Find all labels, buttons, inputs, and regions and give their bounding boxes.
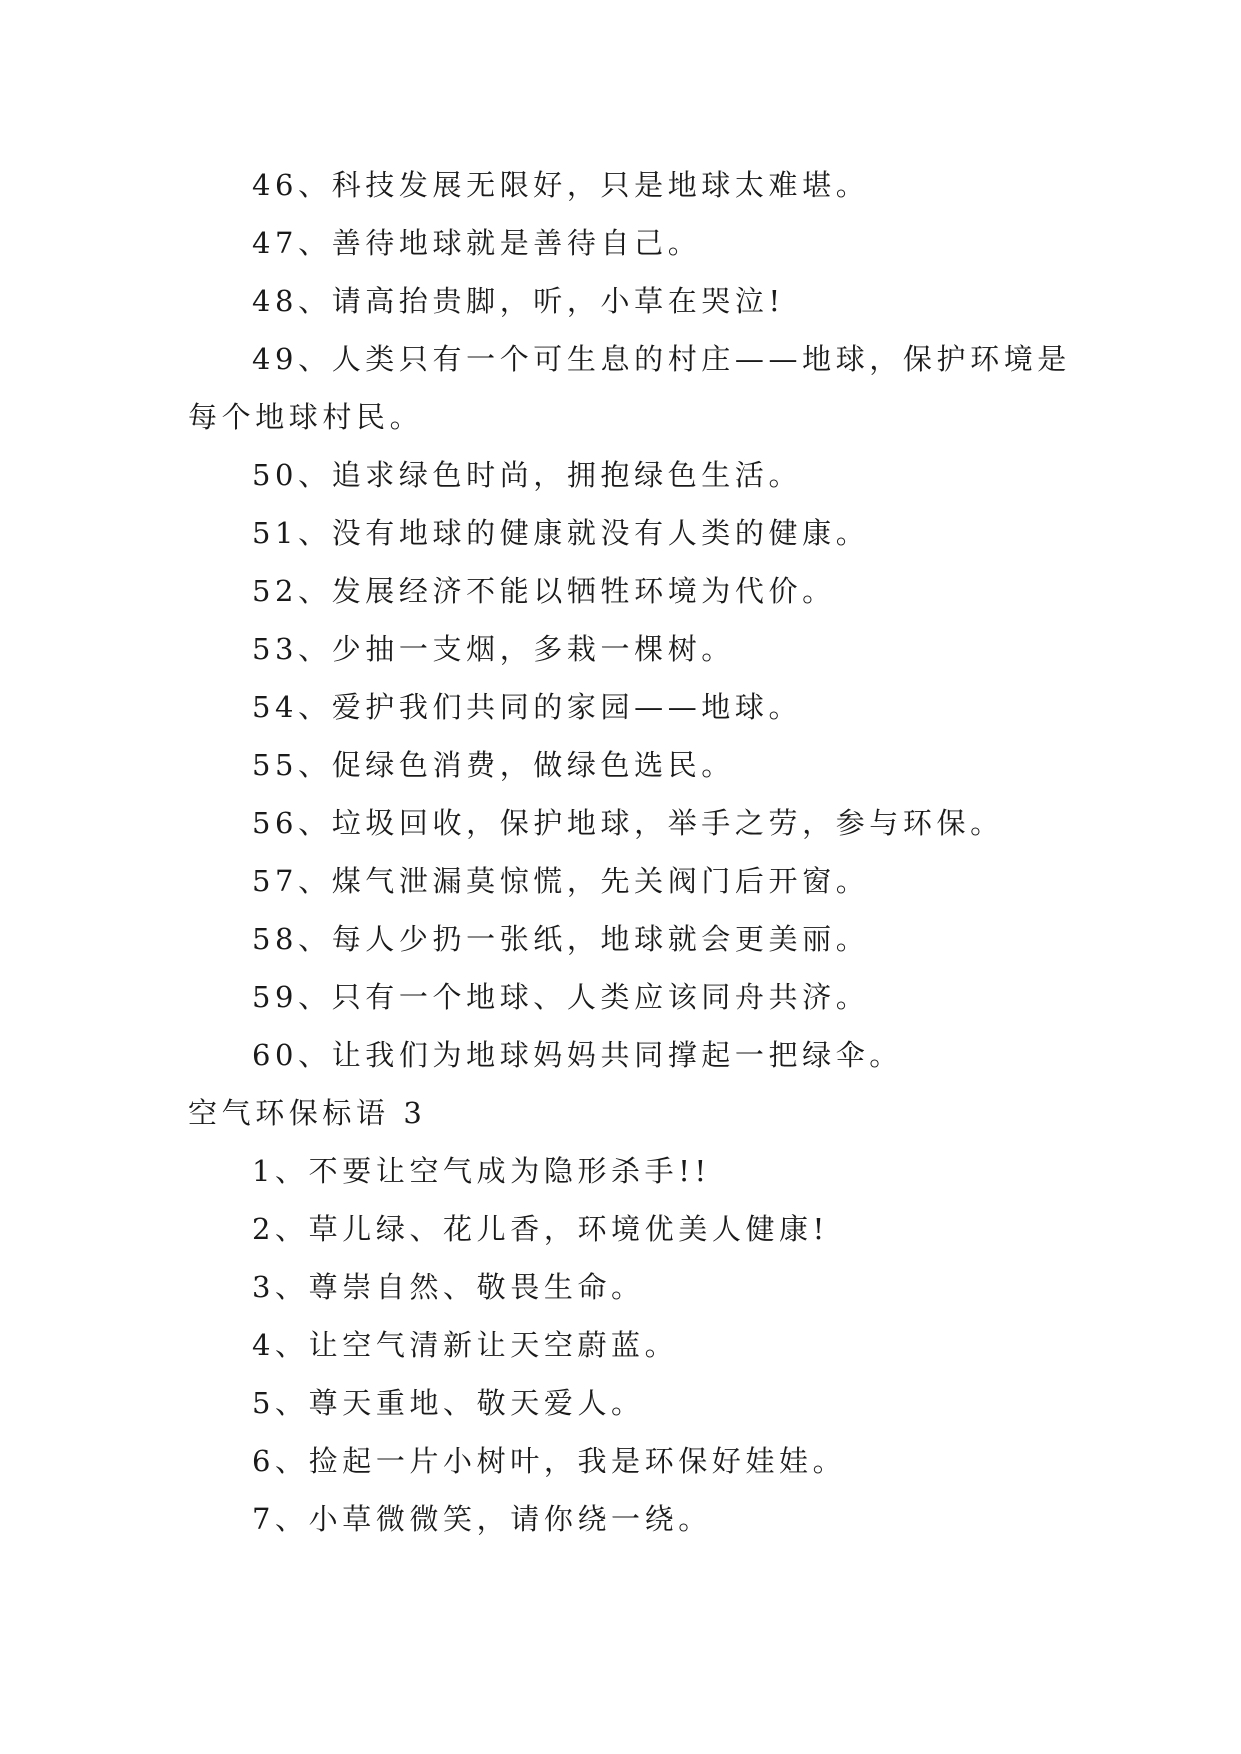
- slogan-line: 47、善待地球就是善待自己。: [252, 226, 702, 260]
- document-body: [188, 156, 1071, 1548]
- slogan-line: 49、人类只有一个可生息的村庄——地球，保护环境是: [252, 342, 1071, 376]
- slogan-line: 52、发展经济不能以牺牲环境为代价。: [252, 574, 836, 608]
- slogan-line: 48、请高抬贵脚，听，小草在哭泣!: [252, 284, 785, 318]
- slogan-line: 59、只有一个地球、人类应该同舟共济。: [252, 980, 870, 1014]
- slogan-line: 1、不要让空气成为隐形杀手!!: [252, 1154, 711, 1188]
- slogan-line: 51、没有地球的健康就没有人类的健康。: [252, 516, 870, 550]
- slogan-line: 46、科技发展无限好，只是地球太难堪。: [252, 168, 870, 202]
- slogan-line: 3、尊崇自然、敬畏生命。: [252, 1270, 645, 1304]
- slogan-line: 56、垃圾回收，保护地球，举手之劳，参与环保。: [252, 806, 1004, 840]
- slogan-line: 53、少抽一支烟，多栽一棵树。: [252, 632, 735, 666]
- slogan-line: 55、促绿色消费，做绿色选民。: [252, 748, 735, 782]
- slogan-line: 7、小草微微笑，请你绕一绕。: [252, 1502, 712, 1536]
- section-heading: 空气环保标语 3: [188, 1096, 427, 1130]
- slogan-line: 4、让空气清新让天空蔚蓝。: [252, 1328, 679, 1362]
- slogan-line: 60、让我们为地球妈妈共同撑起一把绿伞。: [252, 1038, 903, 1072]
- slogan-line: 54、爱护我们共同的家园——地球。: [252, 690, 803, 724]
- slogan-line-continuation: 每个地球村民。: [188, 400, 424, 434]
- slogan-line: 50、追求绿色时尚，拥抱绿色生活。: [252, 458, 803, 492]
- slogan-line: 6、捡起一片小树叶，我是环保好娃娃。: [252, 1444, 847, 1478]
- slogan-line: 2、草儿绿、花儿香，环境优美人健康!: [252, 1212, 829, 1246]
- slogan-line: 5、尊天重地、敬天爱人。: [252, 1386, 645, 1420]
- slogan-line: 58、每人少扔一张纸，地球就会更美丽。: [252, 922, 870, 956]
- slogan-line: 57、煤气泄漏莫惊慌，先关阀门后开窗。: [252, 864, 870, 898]
